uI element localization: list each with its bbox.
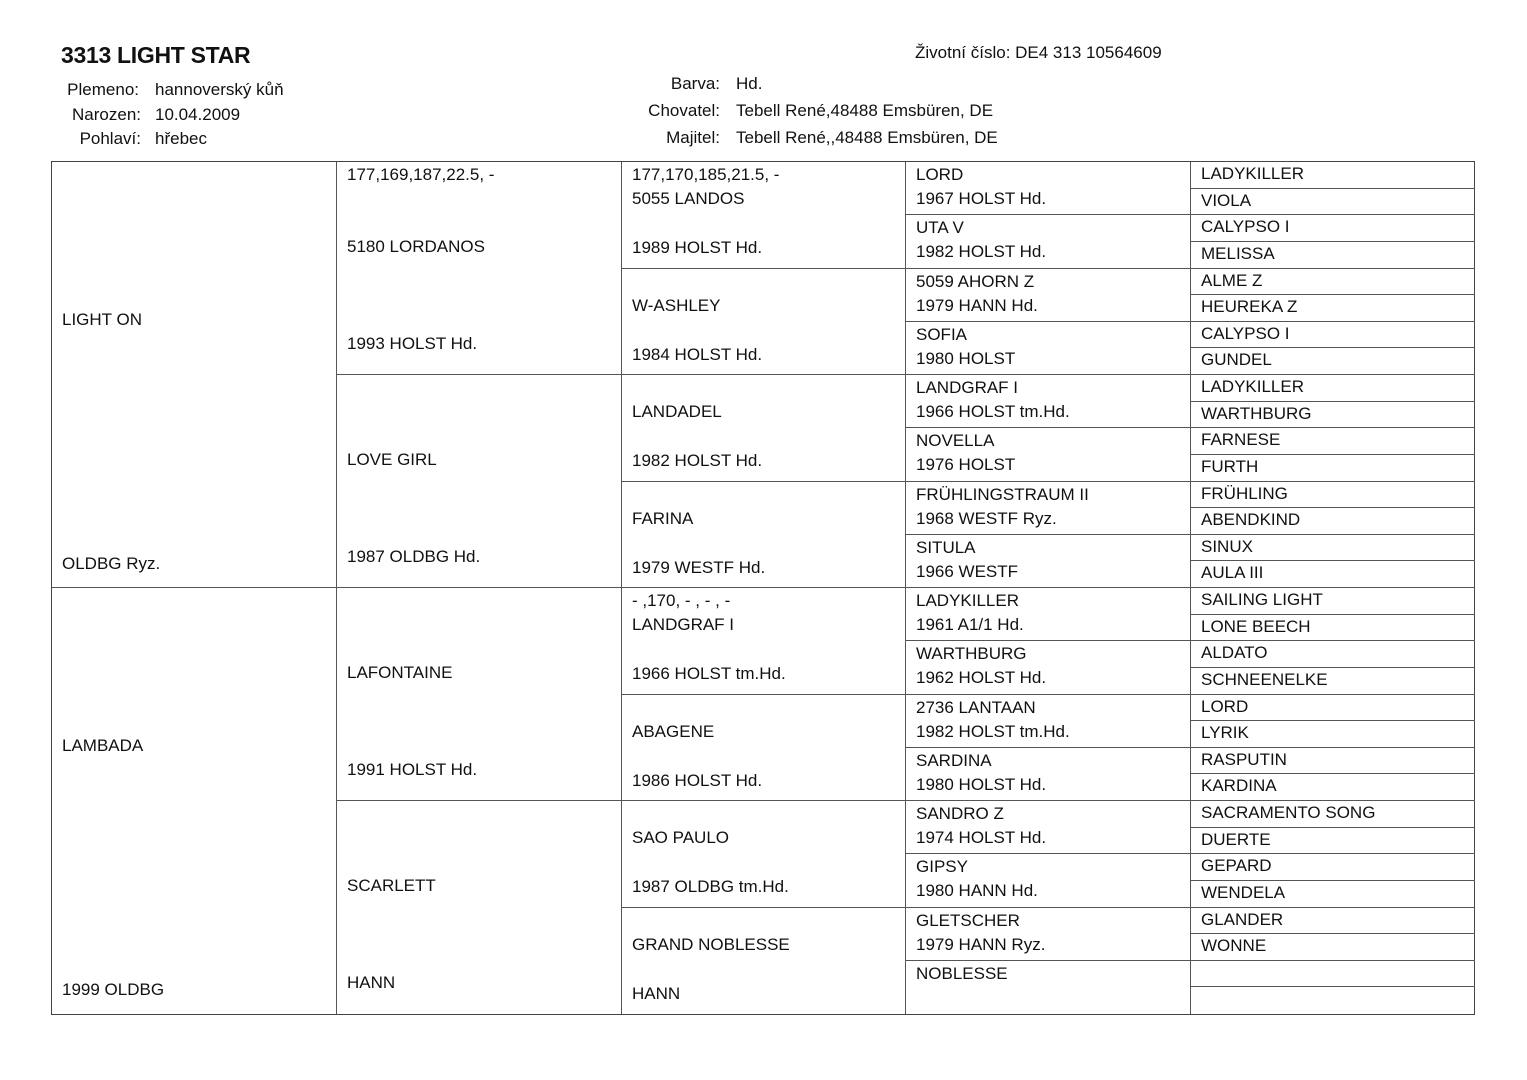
pedigree-gen5-cell — [1191, 934, 1475, 961]
sex-label: Pohlaví: — [79, 129, 141, 148]
pedigree-gen5-cell — [1191, 348, 1475, 375]
pedigree-gen5-cell — [1191, 588, 1475, 615]
life-number: Životní číslo: DE4 313 10564609 — [915, 43, 1162, 62]
horse-name: LANDGRAF I — [632, 615, 735, 634]
horse-name: UTA V — [916, 218, 964, 238]
horse-name: SITULA — [916, 537, 976, 557]
horse-name: SARDINA — [916, 750, 992, 770]
horse-name: SAO PAULO — [632, 828, 729, 847]
color-value: Hd. — [736, 74, 763, 93]
horse-name: GRAND NOBLESSE — [632, 934, 790, 954]
horse-name: LANDADEL — [632, 402, 722, 421]
pedigree-gen4-cell — [906, 961, 1191, 1014]
pedigree-gen5-cell — [1191, 189, 1475, 216]
pedigree-gen5-cell — [1191, 482, 1475, 509]
horse-name: SCHNEENELKE — [1201, 669, 1328, 689]
pedigree-gen5-cell — [1191, 508, 1475, 535]
horse-name: 5055 LANDOS — [632, 189, 745, 208]
horse-name: LAMBADA — [62, 736, 144, 755]
birth-date-label: Narozen: — [72, 105, 141, 124]
horse-name: LADYKILLER — [916, 591, 1019, 610]
horse-name: WONNE — [1201, 936, 1267, 956]
pedigree-gen5-cell — [1191, 641, 1475, 668]
horse-name: LADYKILLER — [1201, 164, 1304, 183]
horse-info: 1982 HOLST tm.Hd. — [916, 721, 1070, 741]
horse-name: SANDRO Z — [916, 804, 1004, 823]
pedigree-gen3-cell — [622, 482, 906, 589]
horse-info: 1991 HOLST Hd. — [347, 760, 478, 779]
horse-info: 1966 HOLST tm.Hd. — [916, 402, 1070, 421]
horse-info: 1967 HOLST Hd. — [916, 189, 1047, 208]
horse-info: 1979 HANN Ryz. — [916, 934, 1046, 954]
horse-info: 1980 HOLST — [916, 348, 1016, 368]
horse-name: ABENDKIND — [1201, 510, 1301, 530]
pedigree-gen3-cell — [622, 801, 906, 908]
pedigree-gen2-cell — [337, 588, 622, 801]
horse-name: MELISSA — [1201, 243, 1275, 263]
horse-info: 1962 HOLST Hd. — [916, 668, 1047, 688]
pedigree-gen4-cell — [906, 269, 1191, 322]
pedigree-gen2-cell — [337, 162, 622, 375]
color-label: Barva: — [670, 74, 720, 93]
horse-name: HEUREKA Z — [1201, 297, 1298, 317]
pedigree-gen5-cell — [1191, 375, 1475, 402]
pedigree-gen5-cell — [1191, 215, 1475, 242]
horse-name: LANDGRAF I — [916, 378, 1019, 397]
horse-name: WARTHBURG — [1201, 403, 1312, 423]
owner-value: Tebell René,,48488 Emsbüren, DE — [736, 128, 998, 147]
horse-name: GUNDEL — [1201, 350, 1272, 370]
horse-info: 1993 HOLST Hd. — [347, 334, 478, 353]
pedigree-gen4-cell — [906, 322, 1191, 375]
horse-name: SCARLETT — [347, 876, 436, 895]
horse-info: 1976 HOLST — [916, 455, 1016, 475]
pedigree-gen3-cell — [622, 162, 906, 269]
horse-info: 1979 HANN Hd. — [916, 295, 1038, 315]
pedigree-gen5-cell — [1191, 428, 1475, 455]
pedigree-gen5-cell — [1191, 242, 1475, 269]
pedigree-gen4-cell — [906, 375, 1191, 428]
pedigree-gen5-cell — [1191, 774, 1475, 801]
pedigree-gen5-cell — [1191, 961, 1475, 988]
horse-name: GEPARD — [1201, 856, 1272, 876]
horse-title: 3313 LIGHT STAR — [61, 42, 251, 68]
horse-info: 1980 HOLST Hd. — [916, 774, 1047, 794]
horse-name: ABAGENE — [632, 721, 715, 741]
pedigree-gen5-cell — [1191, 162, 1475, 189]
horse-info: 1966 WESTF — [916, 561, 1019, 581]
pedigree-gen3-cell — [622, 269, 906, 376]
horse-name: GLANDER — [1201, 909, 1284, 929]
pedigree-gen3-cell — [622, 908, 906, 1015]
owner-label: Majitel: — [666, 128, 720, 147]
pedigree-table — [51, 161, 1475, 1015]
horse-name: VIOLA — [1201, 190, 1252, 210]
horse-name: NOBLESSE — [916, 963, 1008, 983]
pedigree-gen5-cell — [1191, 668, 1475, 695]
horse-name: LYRIK — [1201, 723, 1249, 743]
horse-info: OLDBG Ryz. — [62, 554, 161, 573]
pedigree-gen5-cell — [1191, 748, 1475, 775]
horse-name: SINUX — [1201, 536, 1253, 556]
pedigree-gen5-cell — [1191, 881, 1475, 908]
breeder-label: Chovatel: — [648, 101, 720, 120]
pedigree-gen5-cell — [1191, 908, 1475, 935]
pedigree-gen5-cell — [1191, 987, 1475, 1014]
horse-info: 1982 HOLST Hd. — [632, 451, 763, 470]
horse-name: SOFIA — [916, 324, 968, 344]
pedigree-gen4-cell — [906, 748, 1191, 801]
pedigree-gen5-cell — [1191, 561, 1475, 588]
horse-name: FARNESE — [1201, 430, 1281, 450]
horse-name: LOVE GIRL — [347, 450, 437, 469]
horse-measures: 177,170,185,21.5, - — [632, 165, 780, 184]
horse-name: LORD — [916, 165, 964, 184]
horse-name: LAFONTAINE — [347, 663, 453, 682]
breed-value: hannoverský kůň — [155, 80, 284, 99]
horse-name: CALYPSO I — [1201, 323, 1290, 343]
horse-name: LADYKILLER — [1201, 377, 1304, 396]
horse-name: FARINA — [632, 508, 694, 528]
breeder-value: Tebell René,48488 Emsbüren, DE — [736, 101, 994, 120]
pedigree-gen5-cell — [1191, 402, 1475, 429]
pedigree-gen3-cell — [622, 588, 906, 695]
horse-name: 2736 LANTAAN — [916, 697, 1036, 717]
pedigree-gen5-cell — [1191, 695, 1475, 722]
horse-info: 1989 HOLST Hd. — [632, 238, 763, 257]
pedigree-gen4-cell — [906, 908, 1191, 961]
horse-info: 1979 WESTF Hd. — [632, 557, 766, 577]
horse-info: 1999 OLDBG — [62, 980, 165, 999]
pedigree-gen5-cell — [1191, 455, 1475, 482]
pedigree-gen5-cell — [1191, 828, 1475, 855]
horse-name: DUERTE — [1201, 829, 1271, 849]
pedigree-gen3-cell — [622, 375, 906, 482]
pedigree-gen4-cell — [906, 535, 1191, 588]
pedigree-gen4-cell — [906, 162, 1191, 215]
pedigree-gen1-cell — [52, 588, 337, 1014]
horse-name: LIGHT ON — [62, 310, 142, 329]
horse-info: 1961 A1/1 Hd. — [916, 615, 1024, 634]
horse-name: SAILING LIGHT — [1201, 590, 1323, 609]
horse-name: 5059 AHORN Z — [916, 271, 1035, 291]
horse-name: LORD — [1201, 696, 1249, 716]
horse-name: GLETSCHER — [916, 910, 1020, 930]
horse-name: AULA III — [1201, 563, 1264, 583]
horse-info: 1984 HOLST Hd. — [632, 344, 763, 364]
pedigree-gen4-cell — [906, 695, 1191, 748]
horse-name: SACRAMENTO SONG — [1201, 803, 1376, 822]
pedigree-gen5-cell — [1191, 615, 1475, 642]
horse-measures: 177,169,187,22.5, - — [347, 165, 495, 184]
pedigree-gen5-cell — [1191, 295, 1475, 322]
horse-name: W-ASHLEY — [632, 295, 721, 315]
horse-info: 1966 HOLST tm.Hd. — [632, 664, 786, 683]
horse-info: HANN — [632, 983, 681, 1003]
horse-info: HANN — [347, 973, 396, 992]
horse-name: NOVELLA — [916, 431, 995, 451]
pedigree-gen5-cell — [1191, 269, 1475, 296]
horse-name: LONE BEECH — [1201, 616, 1311, 636]
horse-info: 1974 HOLST Hd. — [916, 828, 1047, 847]
pedigree-gen4-cell — [906, 215, 1191, 268]
horse-name: ALDATO — [1201, 643, 1268, 663]
horse-info: 1968 WESTF Ryz. — [916, 508, 1057, 528]
pedigree-gen5-cell — [1191, 322, 1475, 349]
pedigree-gen4-cell — [906, 428, 1191, 481]
horse-name: RASPUTIN — [1201, 749, 1287, 769]
pedigree-gen4-cell — [906, 482, 1191, 535]
horse-name: ALME Z — [1201, 270, 1263, 290]
horse-name: FURTH — [1201, 456, 1259, 476]
pedigree-gen2-cell — [337, 375, 622, 588]
pedigree-gen4-cell — [906, 588, 1191, 641]
pedigree-gen5-cell — [1191, 801, 1475, 828]
horse-info: 1980 HANN Hd. — [916, 881, 1038, 901]
horse-name: FRÜHLING — [1201, 483, 1288, 503]
pedigree-gen4-cell — [906, 854, 1191, 907]
pedigree-gen1-cell — [52, 162, 337, 588]
pedigree-gen5-cell — [1191, 535, 1475, 562]
horse-info: 1987 OLDBG Hd. — [347, 547, 481, 566]
horse-name: KARDINA — [1201, 776, 1277, 796]
horse-name: WENDELA — [1201, 882, 1286, 902]
pedigree-gen3-cell — [622, 695, 906, 802]
breed-label: Plemeno: — [67, 80, 139, 99]
horse-name: GIPSY — [916, 857, 968, 877]
pedigree-gen2-cell — [337, 801, 622, 1014]
pedigree-gen4-cell — [906, 641, 1191, 694]
birth-date-value: 10.04.2009 — [155, 105, 241, 124]
horse-name: FRÜHLINGSTRAUM II — [916, 484, 1089, 504]
pedigree-gen5-cell — [1191, 854, 1475, 881]
horse-info: 1987 OLDBG tm.Hd. — [632, 877, 789, 896]
pedigree-gen5-cell — [1191, 721, 1475, 748]
horse-info: 1986 HOLST Hd. — [632, 770, 763, 790]
horse-name: 5180 LORDANOS — [347, 237, 485, 256]
horse-measures: - ,170, - , - , - — [632, 591, 731, 610]
pedigree-gen4-cell — [906, 801, 1191, 854]
horse-name: CALYPSO I — [1201, 217, 1290, 237]
horse-name: WARTHBURG — [916, 644, 1027, 664]
sex-value: hřebec — [155, 129, 207, 148]
horse-info: 1982 HOLST Hd. — [916, 242, 1047, 262]
